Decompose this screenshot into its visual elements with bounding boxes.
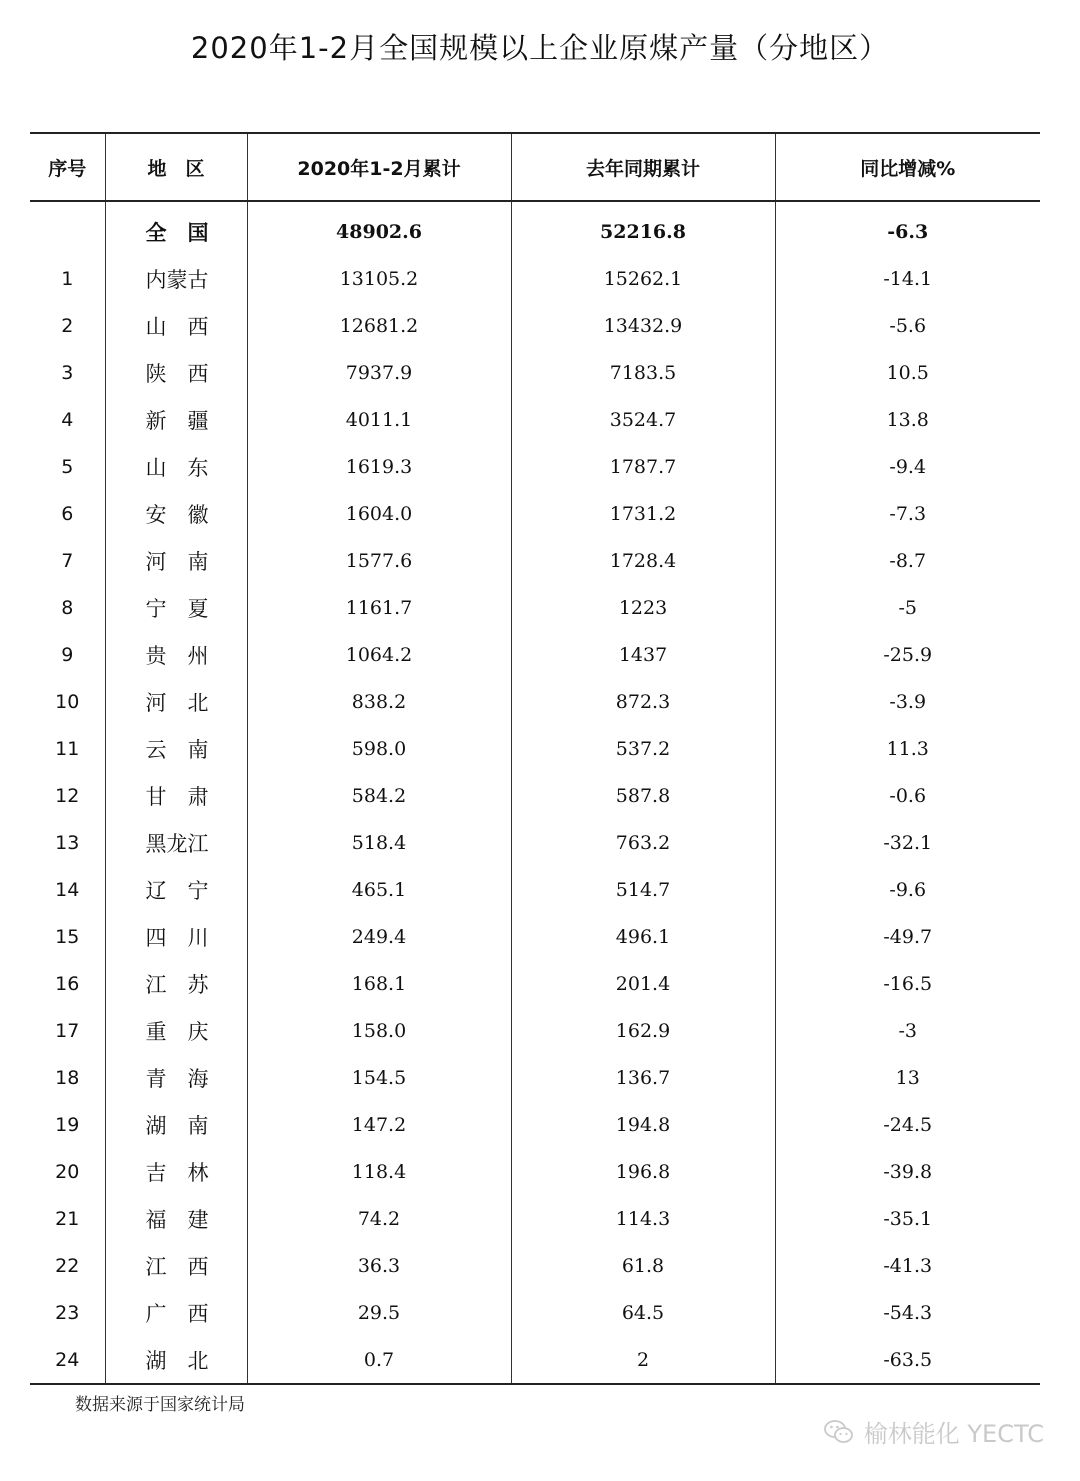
table-row bbox=[30, 396, 1040, 443]
cell-region: 河 南 bbox=[105, 537, 247, 584]
cell-seq bbox=[30, 201, 105, 255]
table-row-total bbox=[30, 201, 1040, 255]
table-row bbox=[30, 1289, 1040, 1336]
header-change: 同比增减% bbox=[775, 133, 1040, 201]
table-row bbox=[30, 960, 1040, 1007]
table-row bbox=[30, 819, 1040, 866]
cell-previous: 13432.9 bbox=[511, 302, 775, 349]
cell-change: 13.8 bbox=[775, 396, 1040, 443]
cell-seq: 21 bbox=[55, 1207, 80, 1230]
cell-previous: 64.5 bbox=[511, 1289, 775, 1336]
cell-previous: 2 bbox=[511, 1336, 775, 1384]
table-row bbox=[30, 725, 1040, 772]
cell-previous: 496.1 bbox=[511, 913, 775, 960]
cell-previous: 1731.2 bbox=[511, 490, 775, 537]
cell-previous: 537.2 bbox=[511, 725, 775, 772]
cell-change: -24.5 bbox=[775, 1101, 1040, 1148]
header-current: 2020年1-2月累计 bbox=[247, 133, 511, 201]
cell-change: -0.6 bbox=[775, 772, 1040, 819]
cell-seq: 2 bbox=[61, 314, 74, 337]
cell-seq: 13 bbox=[55, 831, 80, 854]
cell-region: 四 川 bbox=[105, 913, 247, 960]
table-row bbox=[30, 631, 1040, 678]
cell-region: 安 徽 bbox=[105, 490, 247, 537]
cell-change: 10.5 bbox=[775, 349, 1040, 396]
cell-region: 福 建 bbox=[105, 1195, 247, 1242]
cell-current: 158.0 bbox=[247, 1007, 511, 1054]
table-row bbox=[30, 443, 1040, 490]
cell-previous: 162.9 bbox=[511, 1007, 775, 1054]
cell-region: 陕 西 bbox=[105, 349, 247, 396]
cell-change: 13 bbox=[775, 1054, 1040, 1101]
cell-change: -32.1 bbox=[775, 819, 1040, 866]
cell-region: 广 西 bbox=[105, 1289, 247, 1336]
cell-previous: 1728.4 bbox=[511, 537, 775, 584]
cell-region: 新 疆 bbox=[105, 396, 247, 443]
cell-change: 11.3 bbox=[775, 725, 1040, 772]
cell-seq: 12 bbox=[55, 784, 80, 807]
cell-previous: 196.8 bbox=[511, 1148, 775, 1195]
cell-region: 吉 林 bbox=[105, 1148, 247, 1195]
table-row bbox=[30, 584, 1040, 631]
cell-current: 1619.3 bbox=[247, 443, 511, 490]
table-row bbox=[30, 913, 1040, 960]
cell-seq: 17 bbox=[55, 1019, 80, 1042]
cell-region: 云 南 bbox=[105, 725, 247, 772]
cell-region: 贵 州 bbox=[105, 631, 247, 678]
table-row bbox=[30, 1148, 1040, 1195]
cell-previous: 114.3 bbox=[511, 1195, 775, 1242]
cell-previous: 872.3 bbox=[511, 678, 775, 725]
cell-change: -54.3 bbox=[775, 1289, 1040, 1336]
watermark-text: 榆林能化 YECTC bbox=[863, 1420, 1044, 1448]
cell-region: 辽 宁 bbox=[105, 866, 247, 913]
header-region: 地 区 bbox=[105, 133, 247, 201]
cell-seq: 23 bbox=[55, 1301, 80, 1324]
cell-current: 249.4 bbox=[247, 913, 511, 960]
cell-seq: 9 bbox=[61, 643, 74, 666]
watermark bbox=[824, 1414, 1044, 1449]
table-row bbox=[30, 1101, 1040, 1148]
cell-current: 838.2 bbox=[247, 678, 511, 725]
cell-seq: 1 bbox=[61, 267, 74, 290]
cell-seq: 16 bbox=[55, 972, 80, 995]
table-body bbox=[30, 201, 1040, 1384]
cell-seq: 11 bbox=[55, 737, 80, 760]
cell-seq: 24 bbox=[55, 1348, 80, 1371]
cell-region: 内蒙古 bbox=[105, 255, 247, 302]
cell-seq: 22 bbox=[55, 1254, 80, 1277]
header-seq: 序号 bbox=[30, 133, 105, 201]
cell-current: 7937.9 bbox=[247, 349, 511, 396]
table-row bbox=[30, 678, 1040, 725]
table-row bbox=[30, 772, 1040, 819]
cell-current: 1604.0 bbox=[247, 490, 511, 537]
cell-previous: 194.8 bbox=[511, 1101, 775, 1148]
cell-current: 118.4 bbox=[247, 1148, 511, 1195]
cell-change: -6.3 bbox=[775, 201, 1040, 255]
cell-region: 江 西 bbox=[105, 1242, 247, 1289]
cell-region: 湖 北 bbox=[105, 1336, 247, 1384]
table-row bbox=[30, 1336, 1040, 1384]
cell-region: 甘 肃 bbox=[105, 772, 247, 819]
cell-current: 0.7 bbox=[247, 1336, 511, 1384]
cell-change: -35.1 bbox=[775, 1195, 1040, 1242]
cell-current: 12681.2 bbox=[247, 302, 511, 349]
cell-current: 465.1 bbox=[247, 866, 511, 913]
cell-previous: 1223 bbox=[511, 584, 775, 631]
cell-region: 河 北 bbox=[105, 678, 247, 725]
data-source-note: 数据来源于国家统计局 bbox=[75, 1395, 245, 1415]
cell-region: 江 苏 bbox=[105, 960, 247, 1007]
cell-seq: 8 bbox=[61, 596, 74, 619]
table-header-row bbox=[30, 133, 1040, 201]
cell-current: 36.3 bbox=[247, 1242, 511, 1289]
cell-region: 山 西 bbox=[105, 302, 247, 349]
cell-current: 1577.6 bbox=[247, 537, 511, 584]
cell-current: 154.5 bbox=[247, 1054, 511, 1101]
table-row bbox=[30, 866, 1040, 913]
cell-current: 584.2 bbox=[247, 772, 511, 819]
cell-previous: 514.7 bbox=[511, 866, 775, 913]
cell-seq: 19 bbox=[55, 1113, 80, 1136]
cell-current: 13105.2 bbox=[247, 255, 511, 302]
cell-previous: 3524.7 bbox=[511, 396, 775, 443]
cell-change: -5 bbox=[775, 584, 1040, 631]
cell-current: 598.0 bbox=[247, 725, 511, 772]
cell-region: 黑龙江 bbox=[105, 819, 247, 866]
cell-current: 29.5 bbox=[247, 1289, 511, 1336]
cell-seq: 3 bbox=[61, 361, 74, 384]
cell-previous: 763.2 bbox=[511, 819, 775, 866]
cell-change: -3 bbox=[775, 1007, 1040, 1054]
cell-change: -9.6 bbox=[775, 866, 1040, 913]
cell-change: -16.5 bbox=[775, 960, 1040, 1007]
cell-change: -9.4 bbox=[775, 443, 1040, 490]
cell-previous: 1787.7 bbox=[511, 443, 775, 490]
cell-seq: 20 bbox=[55, 1160, 80, 1183]
cell-change: -7.3 bbox=[775, 490, 1040, 537]
cell-seq: 4 bbox=[61, 408, 74, 431]
table-row bbox=[30, 537, 1040, 584]
cell-current: 1064.2 bbox=[247, 631, 511, 678]
table-row bbox=[30, 1054, 1040, 1101]
cell-region: 重 庆 bbox=[105, 1007, 247, 1054]
cell-region: 青 海 bbox=[105, 1054, 247, 1101]
cell-previous: 201.4 bbox=[511, 960, 775, 1007]
header-previous: 去年同期累计 bbox=[511, 133, 775, 201]
cell-region: 山 东 bbox=[105, 443, 247, 490]
table-row bbox=[30, 302, 1040, 349]
cell-current: 48902.6 bbox=[247, 201, 511, 255]
cell-change: -3.9 bbox=[775, 678, 1040, 725]
cell-region: 湖 南 bbox=[105, 1101, 247, 1148]
cell-seq: 10 bbox=[55, 690, 80, 713]
cell-previous: 61.8 bbox=[511, 1242, 775, 1289]
cell-current: 518.4 bbox=[247, 819, 511, 866]
cell-change: -5.6 bbox=[775, 302, 1040, 349]
cell-seq: 5 bbox=[61, 455, 74, 478]
cell-current: 4011.1 bbox=[247, 396, 511, 443]
cell-seq: 15 bbox=[55, 925, 80, 948]
cell-previous: 15262.1 bbox=[511, 255, 775, 302]
table-row bbox=[30, 1242, 1040, 1289]
cell-current: 168.1 bbox=[247, 960, 511, 1007]
page-title: 2020年1-2月全国规模以上企业原煤产量（分地区） bbox=[190, 31, 890, 65]
table-row bbox=[30, 1195, 1040, 1242]
cell-change: -8.7 bbox=[775, 537, 1040, 584]
cell-change: -25.9 bbox=[775, 631, 1040, 678]
cell-current: 1161.7 bbox=[247, 584, 511, 631]
cell-change: -39.8 bbox=[775, 1148, 1040, 1195]
cell-seq: 14 bbox=[55, 878, 80, 901]
cell-previous: 52216.8 bbox=[511, 201, 775, 255]
cell-seq: 18 bbox=[55, 1066, 80, 1089]
cell-previous: 136.7 bbox=[511, 1054, 775, 1101]
cell-current: 147.2 bbox=[247, 1101, 511, 1148]
cell-current: 74.2 bbox=[247, 1195, 511, 1242]
cell-change: -14.1 bbox=[775, 255, 1040, 302]
cell-seq: 6 bbox=[61, 502, 74, 525]
cell-change: -49.7 bbox=[775, 913, 1040, 960]
table-row bbox=[30, 255, 1040, 302]
table-row bbox=[30, 490, 1040, 537]
cell-previous: 1437 bbox=[511, 631, 775, 678]
cell-seq: 7 bbox=[61, 549, 74, 572]
coal-production-table bbox=[30, 132, 1040, 1385]
cell-change: -63.5 bbox=[775, 1336, 1040, 1384]
wechat-icon bbox=[824, 1419, 854, 1445]
table-row bbox=[30, 349, 1040, 396]
cell-change: -41.3 bbox=[775, 1242, 1040, 1289]
cell-region: 全 国 bbox=[105, 201, 247, 255]
cell-previous: 7183.5 bbox=[511, 349, 775, 396]
cell-previous: 587.8 bbox=[511, 772, 775, 819]
table-row bbox=[30, 1007, 1040, 1054]
cell-region: 宁 夏 bbox=[105, 584, 247, 631]
